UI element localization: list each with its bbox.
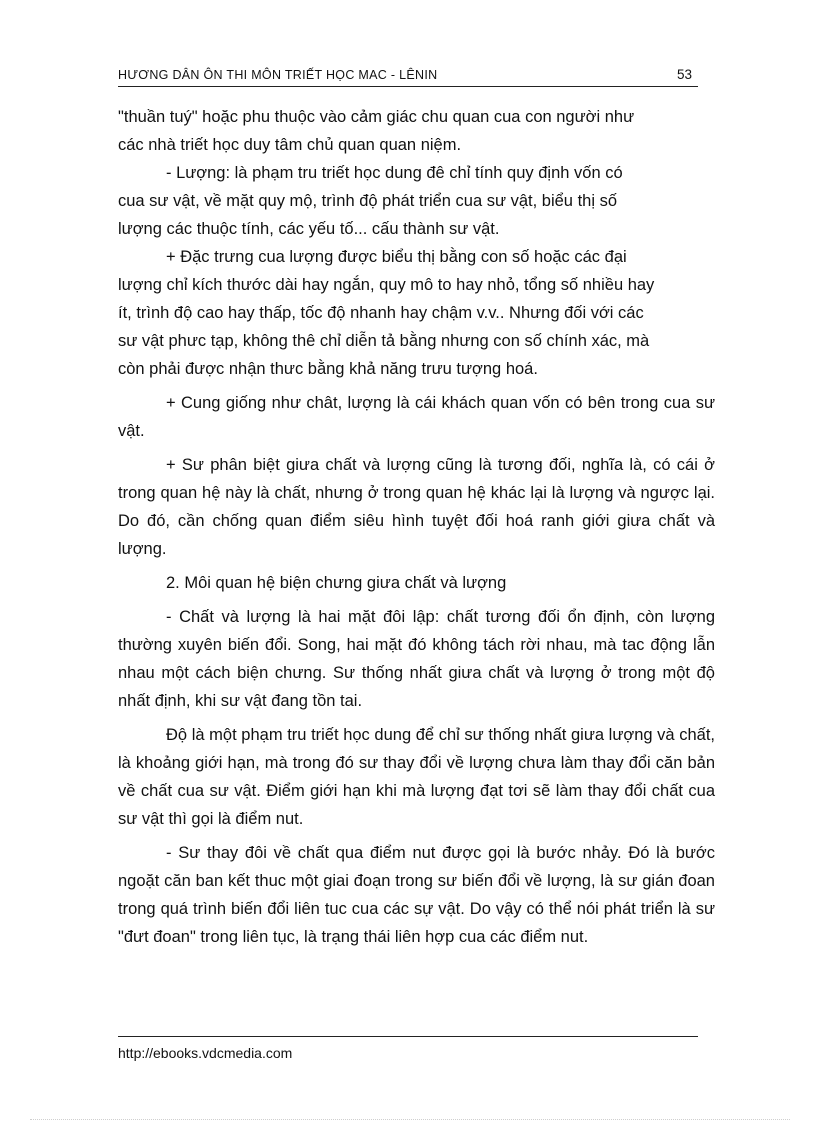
paragraph-5: + Sư phân biệt giưa chất và lượng cũng là tương đối, nghĩa là, có cái ở trong quan hệ này là chất, nhưng ở trong quan hệ khác lại là lượng và ngược lại. Do đó, cần chống quan điểm siêu hình tuyệt đối hoá ranh giới giưa chất và lượng. [118,456,715,558]
paragraph-1: "thuần tuý" hoặc phu thuộc vào cảm giác chu quan cua con người như các nhà triết học duy tâm chủ quan quan niệm. [118,108,635,154]
page-number: 53 [676,67,692,82]
page-body [118,103,715,951]
paragraph-2: - Lượng: là phạm tru triết học dung đê chỉ tính quy định vốn có cua sư vật, về mặt quy mộ, trình độ phát triển cua sư vật, biểu thị số lượng các thuộc tính, các yếu tố... cấu thành sư vật. [118,164,623,238]
paragraph-4: + Cung giống như chât, lượng là cái khách quan vốn có bên trong cua sư vật. [118,394,715,440]
paragraph-8: Độ là một phạm tru triết học dung để chỉ sư thống nhất giưa lượng và chất, là khoảng giới hạn, mà trong đó sư thay đổi về lượng chưa làm thay đổi căn bản về chất cua sư vật. Điểm giới hạn khi mà lượng đạt tơi sẽ làm thay đổi chất cua sư vật thì gọi là điểm nut. [118,726,715,828]
paragraph-9: - Sư thay đôi về chất qua điểm nut được gọi là bước nhảy. Đó là bước ngoặt căn ban kết thuc một giai đoạn trong sư biến đổi về lượng, là sư gián đoan trong quá trình biến đổi liên tuc cua các sự vật. Do vậy có thể nói phát triển là sư "đưt đoan" trong liên tục, là trạng thái liên hợp cua các điểm nut. [118,844,715,946]
footer-url[interactable]: http://ebooks.vdcmedia.com [118,1045,293,1061]
page-bottom-edge [30,1119,790,1120]
section-heading: 2. Môi quan hệ biện chưng giưa chất và lượng [166,574,507,592]
header-title: HƯƠNG DÂN ÔN THI MÔN TRIẾT HỌC MAC - LÊNIN [118,68,438,82]
running-header [118,66,698,87]
paragraph-3: + Đặc trưng cua lượng được biểu thị bằng con số hoặc các đại lượng chỉ kích thước dài hay ngắn, quy mô to hay nhỏ, tổng số nhiều hay ít, trình độ cao hay thấp, tốc độ nhanh hay chậm v.v.. Nhưng đối với các sư vật phưc tạp, không thê chỉ diễn tả bằng nhưng con số chính xác, mà còn phải được nhận thưc bằng khả năng trưu tượng hoá. [118,248,655,378]
footer-divider [118,1036,698,1037]
paragraph-7: - Chất và lượng là hai mặt đôi lập: chất tương đối ổn định, còn lượng thường xuyên biến đổi. Song, hai mặt đó không tách rời nhau, mà tac động lẫn nhau một cách biện chưng. Sư thống nhất giưa chất và lượng ở trong một độ nhất định, khi sư vật đang tồn tai. [118,608,715,710]
